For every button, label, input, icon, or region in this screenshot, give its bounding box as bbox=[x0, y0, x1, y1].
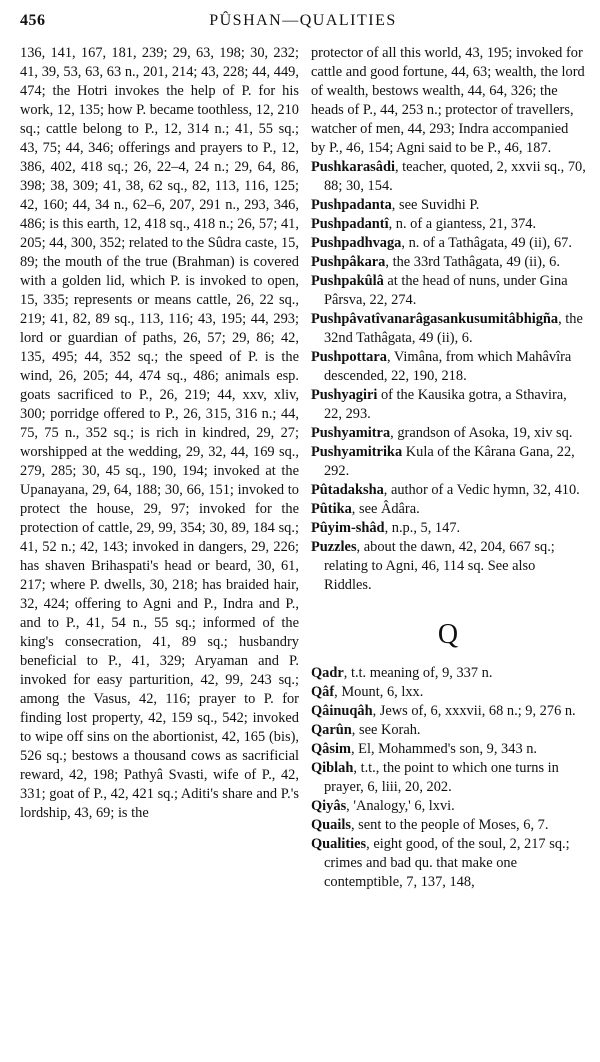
entry-text: , the 32nd Tathâgata, 49 (ii), 6. bbox=[323, 311, 583, 346]
entry-head: Pushpadantî bbox=[310, 216, 389, 232]
entry-head: Pushkarasâdi bbox=[310, 159, 395, 175]
index-entry bbox=[311, 348, 586, 386]
page-number: 456 bbox=[20, 12, 46, 29]
index-entry bbox=[311, 272, 586, 310]
section-letter-q: Q bbox=[437, 619, 460, 650]
entry-head: Pushpadanta bbox=[310, 197, 392, 213]
index-entry bbox=[311, 443, 586, 481]
entry-head: Pushpakûlâ bbox=[310, 273, 384, 289]
index-entry bbox=[311, 835, 586, 892]
entry-head: Pushpottara bbox=[310, 349, 387, 365]
entry-head: Qâinuqâh bbox=[310, 703, 373, 719]
entry-head: Qadr bbox=[310, 665, 344, 681]
index-entry bbox=[311, 481, 586, 500]
index-entry bbox=[311, 519, 586, 538]
entry-head: Pûtika bbox=[310, 501, 352, 517]
entry-head: Pûtadaksha bbox=[310, 482, 384, 498]
index-entry bbox=[311, 816, 586, 835]
entry-text: , teacher, quoted, 2, xxvii sq., 70, 88; 30, 154. bbox=[323, 159, 586, 194]
entry-head: Qarûn bbox=[310, 722, 352, 738]
entry-text: , n. of a Tathâgata, 49 (ii), 67. bbox=[401, 235, 572, 251]
entry-text: , t.t., the point to which one turns in prayer, 6, liii, 20, 202. bbox=[323, 760, 559, 795]
index-entry bbox=[311, 500, 586, 519]
entry-text: , the 33rd Tathâgata, 49 (ii), 6. bbox=[385, 254, 560, 270]
entry-head: Pushpâkara bbox=[310, 254, 386, 270]
entry-text: , n.p., 5, 147. bbox=[384, 520, 461, 536]
index-entry bbox=[311, 740, 586, 759]
entry-text: , see Korah. bbox=[351, 722, 421, 738]
index-columns bbox=[20, 44, 586, 892]
index-entry bbox=[311, 253, 586, 272]
entry-text: , Mount, 6, lxx. bbox=[334, 684, 424, 700]
continuation-text: protector of all this world, 43, 195; invoked for cattle and good fortune, 44, 63; wealth, the lord of wealth, bestows wealth, 44, 64, 326; the heads of P., 44, 253 n.; protector of travellers, watcher of men, 44, 293; Indra accompanied by P., 46, 154; Agni said to be P., 46, 187. bbox=[310, 45, 585, 156]
index-entry bbox=[311, 759, 586, 797]
index-entry bbox=[311, 424, 586, 443]
running-head: PÛSHAN—QUALITIES bbox=[209, 12, 397, 29]
entry-text: , El, Mohammed's son, 9, 343 n. bbox=[350, 741, 538, 757]
index-entry bbox=[311, 721, 586, 740]
index-entry bbox=[311, 386, 586, 424]
right-column bbox=[305, 44, 586, 892]
entry-head: Qualities bbox=[310, 836, 367, 852]
entry-text: Kula of the Kârana Gana, 22, 292. bbox=[323, 444, 575, 479]
index-entry bbox=[311, 215, 586, 234]
entry-head: Pûyim-shâd bbox=[310, 520, 385, 536]
pushan-continuation bbox=[311, 44, 586, 158]
entry-head: Puzzles bbox=[310, 539, 357, 555]
index-entry bbox=[311, 664, 586, 683]
entry-head: Pushpadhvaga bbox=[310, 235, 402, 251]
entry-text: , about the dawn, 42, 204, 667 sq.; relating to Agni, 46, 114 sq. See also Riddles. bbox=[323, 539, 555, 593]
index-entry bbox=[311, 234, 586, 253]
entry-head: Quails bbox=[310, 817, 351, 833]
entry-head: Pushyagiri bbox=[310, 387, 378, 403]
entry-text: , t.t. meaning of, 9, 337 n. bbox=[343, 665, 493, 681]
page-header bbox=[20, 10, 586, 36]
entry-text: , Vimâna, from which Mahâvîra descended, 22, 190, 218. bbox=[323, 349, 572, 384]
entry-text: , author of a Vedic hymn, 32, 410. bbox=[383, 482, 580, 498]
entry-text: , sent to the people of Moses, 6, 7. bbox=[350, 817, 549, 833]
left-column bbox=[20, 44, 305, 892]
entry-head: Pushyamitra bbox=[310, 425, 391, 441]
index-entry bbox=[311, 683, 586, 702]
entry-head: Qâf bbox=[310, 684, 335, 700]
entry-head: Qâsim bbox=[310, 741, 351, 757]
entry-text: , see Âdâra. bbox=[351, 501, 420, 517]
index-entry bbox=[311, 310, 586, 348]
index-entry bbox=[311, 538, 586, 595]
entry-head: Qiblah bbox=[310, 760, 354, 776]
entry-text: of the Kausika gotra, a Sthavira, 22, 293. bbox=[323, 387, 567, 422]
entry-text: , grandson of Asoka, 19, xiv sq. bbox=[390, 425, 573, 441]
index-entry bbox=[311, 797, 586, 816]
entry-text: , eight good, of the soul, 2, 217 sq.; crimes and bad qu. that make one contemptible, 7, 137, 148, bbox=[323, 836, 570, 890]
entry-text: at the head of nuns, under Gina Pârsva, 22, 274. bbox=[323, 273, 568, 308]
pushan-continued-text: 136, 141, 167, 181, 239; 29, 63, 198; 30, 232; 41, 39, 53, 63, 63 n., 201, 214; 43, 228; 44, 449, 474; the Hotri invokes the help of P. for his work, 12, 135; how P. became toothless, 12, 210 sq.; cattle belong to P., 12, 314 n.; 41, 55 sq.; 43, 75; 44, 346; offerings and prayers to P., 12, 386, 402, 418 sq.; 26, 22–4, 24 n.; 29, 64, 86, 398; 38, 309; 41, 38, 62 sq., 82, 113, 116, 125; 42, 160; 44, 34 n., 62–6, 207, 291 n., 293, 346, 486; is this earth, 12, 418 sq., 418 n.; 26, 57; 41, 205; 44, 300, 352; related to the Sûdra caste, 15, 89; the mouth of the true (Brahman) is covered with a golden lid, which P. is invoked to open, 15, 335; represents or means cattle, 26, 22 sq., 219; 41, 82, 89 sq., 113, 116; 43, 195; 44, 293; lord or guardian of paths, 26, 57; 29, 86; 42, 135, 495; 44, 352 sq.; the speed of P. is the wind, 26, 205; 44, 474 sq., 486; animals esp. goats sacrificed to P., 26, 219; 44, xxv, xliv, 300; porridge offered to P., 26, 315, 316 n.; 44, 75, 75 n., 352 sq.; is rich in kindred, 29, 27; worshipped at the wedding, 29, 32, 44, 169 sq., 279, 285; 30, 45 sq., 190, 194; invoked at the Upanayana, 29, 64, 188; 30, 66, 151; invoked to protect the house, 29, 97; invoked for the protection of cattle, 29, 99, 354; 30, 89, 184 sq.; 41, 52 n.; 42, 143; invoked in dangers, 29, 226; has shaven Brihaspati's head or beard, 30, 61, 217; where P. dwells, 30, 218; has braided hair, 32, 424; offering to Agni and P., Indra and P., and to P., 41, 54 n., 55 sq.; informed of the king's consecration, 41, 89 sq.; husbandry beneficial to P., 41, 329; Aryaman and P. invoked for easy parturition, 42, 99, 243 sq.; among the Vasus, 42, 116; prayer to P. for finding lost property, 42, 159 sq., 542; invoked to wipe off sins on the abortionist, 42, 165 (bis), 526 sq.; bestows a thousand cows as sacrificial reward, 42, 198; Pathyâ Svasti, wife of P., 42, 331; goat of P., 42, 421 sq.; Aditi's share and P.'s lordship, 43, 69; is the bbox=[20, 45, 299, 821]
entry-text: , n. of a giantess, 21, 374. bbox=[388, 216, 537, 232]
entry-text: , Jews of, 6, xxxvii, 68 n.; 9, 276 n. bbox=[372, 703, 576, 719]
entry-text: , see Suvidhi P. bbox=[391, 197, 480, 213]
entry-head: Pushyamitrika bbox=[310, 444, 403, 460]
index-entry bbox=[311, 702, 586, 721]
entry-text: , 'Analogy,' 6, lxvi. bbox=[346, 798, 455, 814]
entry-head: Qiyâs bbox=[310, 798, 347, 814]
index-entry bbox=[311, 158, 586, 196]
index-entry bbox=[311, 196, 586, 215]
entry-head: Pushpâvatîvanarâgasankusumitâbhigña bbox=[310, 311, 559, 327]
